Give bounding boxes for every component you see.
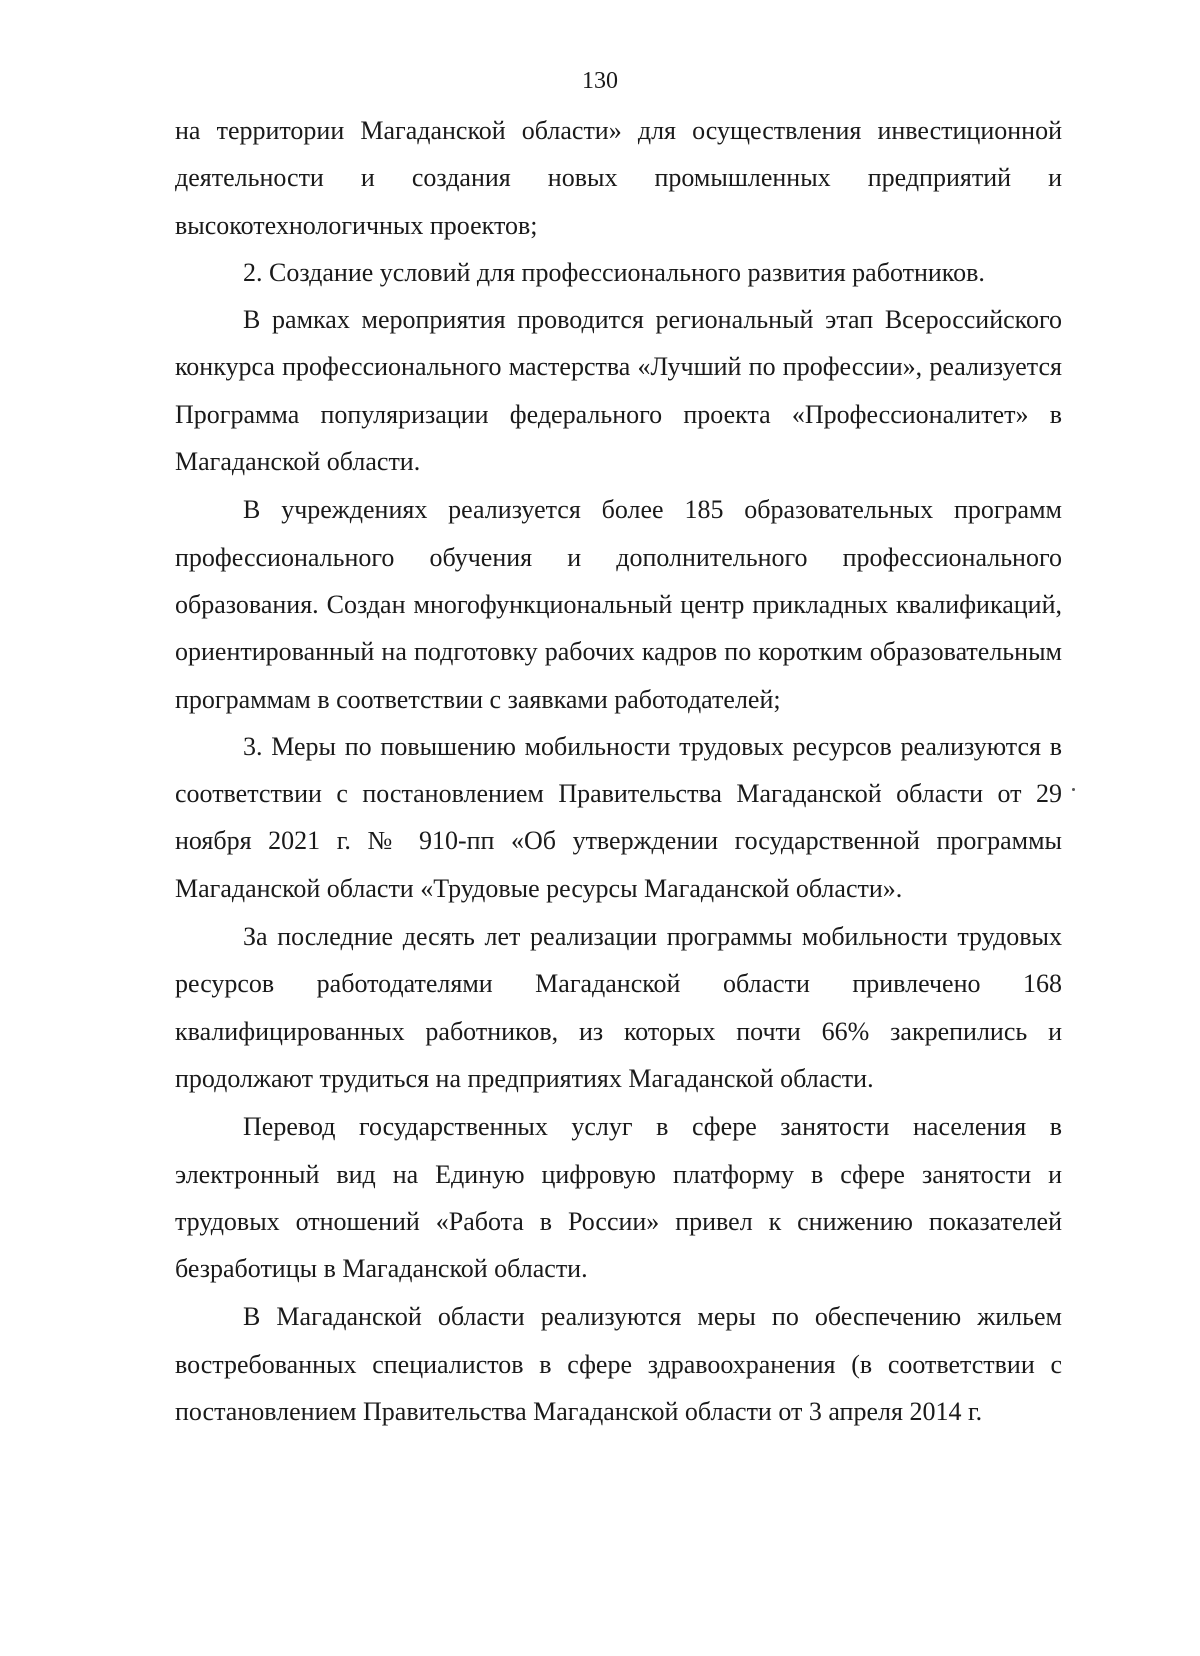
page-number: 130 [582,68,618,94]
scan-speck [1072,788,1075,791]
paragraph-item-2: 2. Создание условий для профессионального развития работников. [243,257,985,287]
paragraph-item-3: 3. Меры по повышению мобильности трудовых ресурсов реализуются в соответствии с постановлением Правительства Магаданской области от 29 ноября 2021 г. № 910-пп «Об утверждении государственной программы Магаданской области «Трудовые ресурсы Магаданской области». [175,731,1062,903]
paragraph-digital-services: Перевод государственных услуг в сфере занятости населения в электронный вид на Единую цифровую платформу в сфере занятости и трудовых отношений «Работа в России» привел к снижению показателей безработицы в Магаданской области. [175,1112,1062,1284]
paragraph-competition: В рамках мероприятия проводится региональный этап Всероссийского конкурса профессионального мастерства «Лучший по профессии», реализуется Программа популяризации федерального проекта «Профессионалитет» в Магаданской области. [175,305,1062,477]
paragraph-housing: В Магаданской области реализуются меры по обеспечению жильем востребованных специалистов в сфере здравоохранения (в соответствии с постановлением Правительства Магаданской области от 3 апреля 2014 г. [175,1302,1062,1427]
paragraph-mobility: За последние десять лет реализации программы мобильности трудовых ресурсов работодателями Магаданской области привлечено 168 квалифицированных работников, из которых почти 66% закрепились и продолжают трудиться на предприятиях Магаданской области. [175,922,1062,1093]
document-body [175,107,1062,1435]
paragraph-continuation: на территории Магаданской области» для осуществления инвестиционной деятельности и создания новых промышленных предприятий и высокотехнологичных проектов; [175,116,1062,240]
paragraph-programs: В учреждениях реализуется более 185 образовательных программ профессионального обучения и дополнительного профессионального образования. Создан многофункциональный центр прикладных квалификаций, ориентированный на подготовку рабочих кадров по коротким образовательным программам в соответствии с заявками работодателей; [175,495,1062,714]
